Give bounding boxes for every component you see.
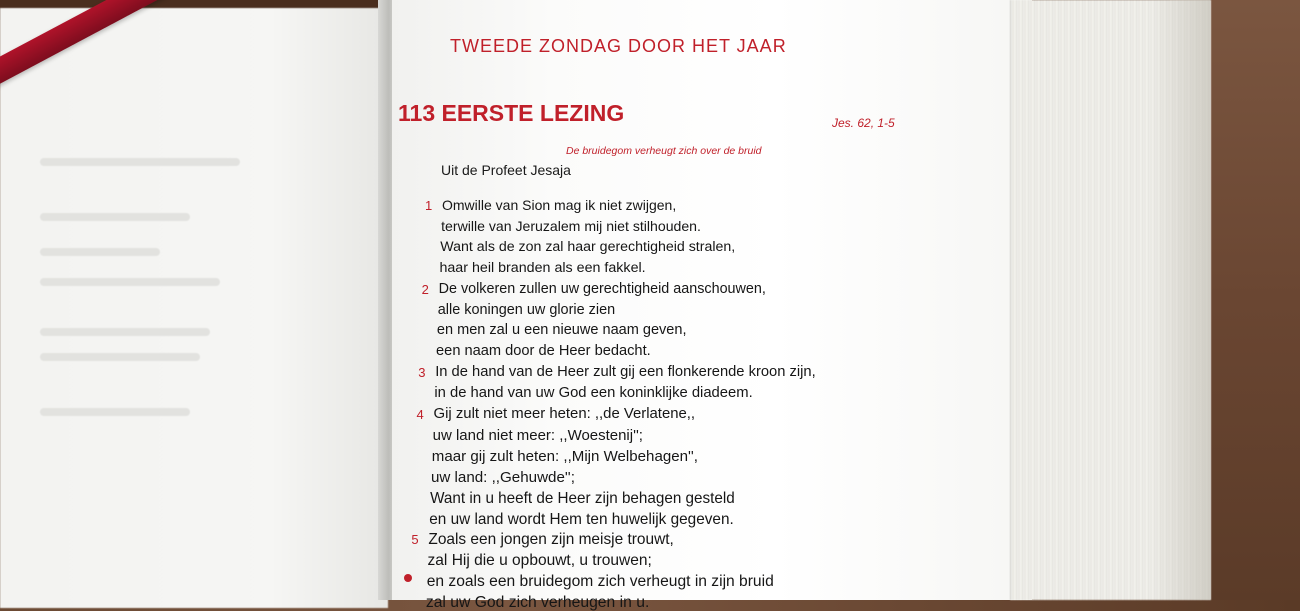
verse-line: haar heil branden als een fakkel. — [439, 259, 646, 276]
verse-line: terwille van Jeruzalem mij niet stilhouden. — [441, 217, 701, 234]
verse-number: 1 — [425, 198, 433, 213]
verse-line: Omwille van Sion mag ik niet zwijgen, — [442, 197, 677, 213]
verse-line: De volkeren zullen uw gerechtigheid aanschouwen, — [438, 280, 766, 297]
reading-subtitle: De bruidegom verheugt zich over de bruid — [566, 145, 762, 157]
verse-line: en uw land wordt Hem ten huwelijk gegeven. — [429, 510, 734, 528]
verse-line: en zoals een bruidegom zich verheugt in zijn bruid — [426, 573, 774, 591]
verse-number: 4 — [416, 407, 424, 422]
verse-line: zal Hij die u opbouwt, u trouwen; — [427, 552, 652, 570]
verse-line: In de hand van de Heer zult gij een flonkerende kroon zijn, — [435, 364, 816, 381]
verse-line: en men zal u een nieuwe naam geven, — [436, 322, 687, 339]
reading-number: 113 — [398, 100, 436, 126]
verse-line: Want als de zon zal haar gerechtigheid stralen, — [440, 238, 736, 255]
verse-line: maar gij zult heten: ,,Mijn Welbehagen'', — [431, 447, 698, 465]
verse-line: een naam door de Heer bedacht. — [436, 343, 651, 360]
verse-line: uw land niet meer: ,,Woestenij''; — [432, 426, 643, 444]
verse-number: 5 — [411, 532, 419, 548]
end-marker — [404, 574, 412, 582]
verse-line: alle koningen uw glorie zien — [437, 301, 616, 318]
verse-line: Want in u heeft de Heer zijn behagen gesteld — [430, 489, 735, 507]
verse-line: Gij zult niet meer heten: ,,de Verlatene,, — [433, 406, 696, 422]
verse-line: uw land: ,,Gehuwde''; — [430, 468, 575, 486]
verse-number: 3 — [418, 365, 426, 381]
scripture-reference: Jes. 62, 1-5 — [832, 116, 895, 130]
page-heading: TWEEDE ZONDAG DOOR HET JAAR — [450, 36, 787, 56]
verse-line: zal uw God zich verheugen in u. — [425, 594, 650, 611]
verse-line: Zoals een jongen zijn meisje trouwt, — [428, 531, 674, 549]
verse-number: 2 — [421, 281, 429, 297]
reading-label: EERSTE LEZING — [441, 100, 625, 126]
verse-line: in de hand van uw God een koninklijke diadeem. — [434, 385, 753, 402]
reading-source: Uit de Profeet Jesaja — [441, 162, 571, 178]
